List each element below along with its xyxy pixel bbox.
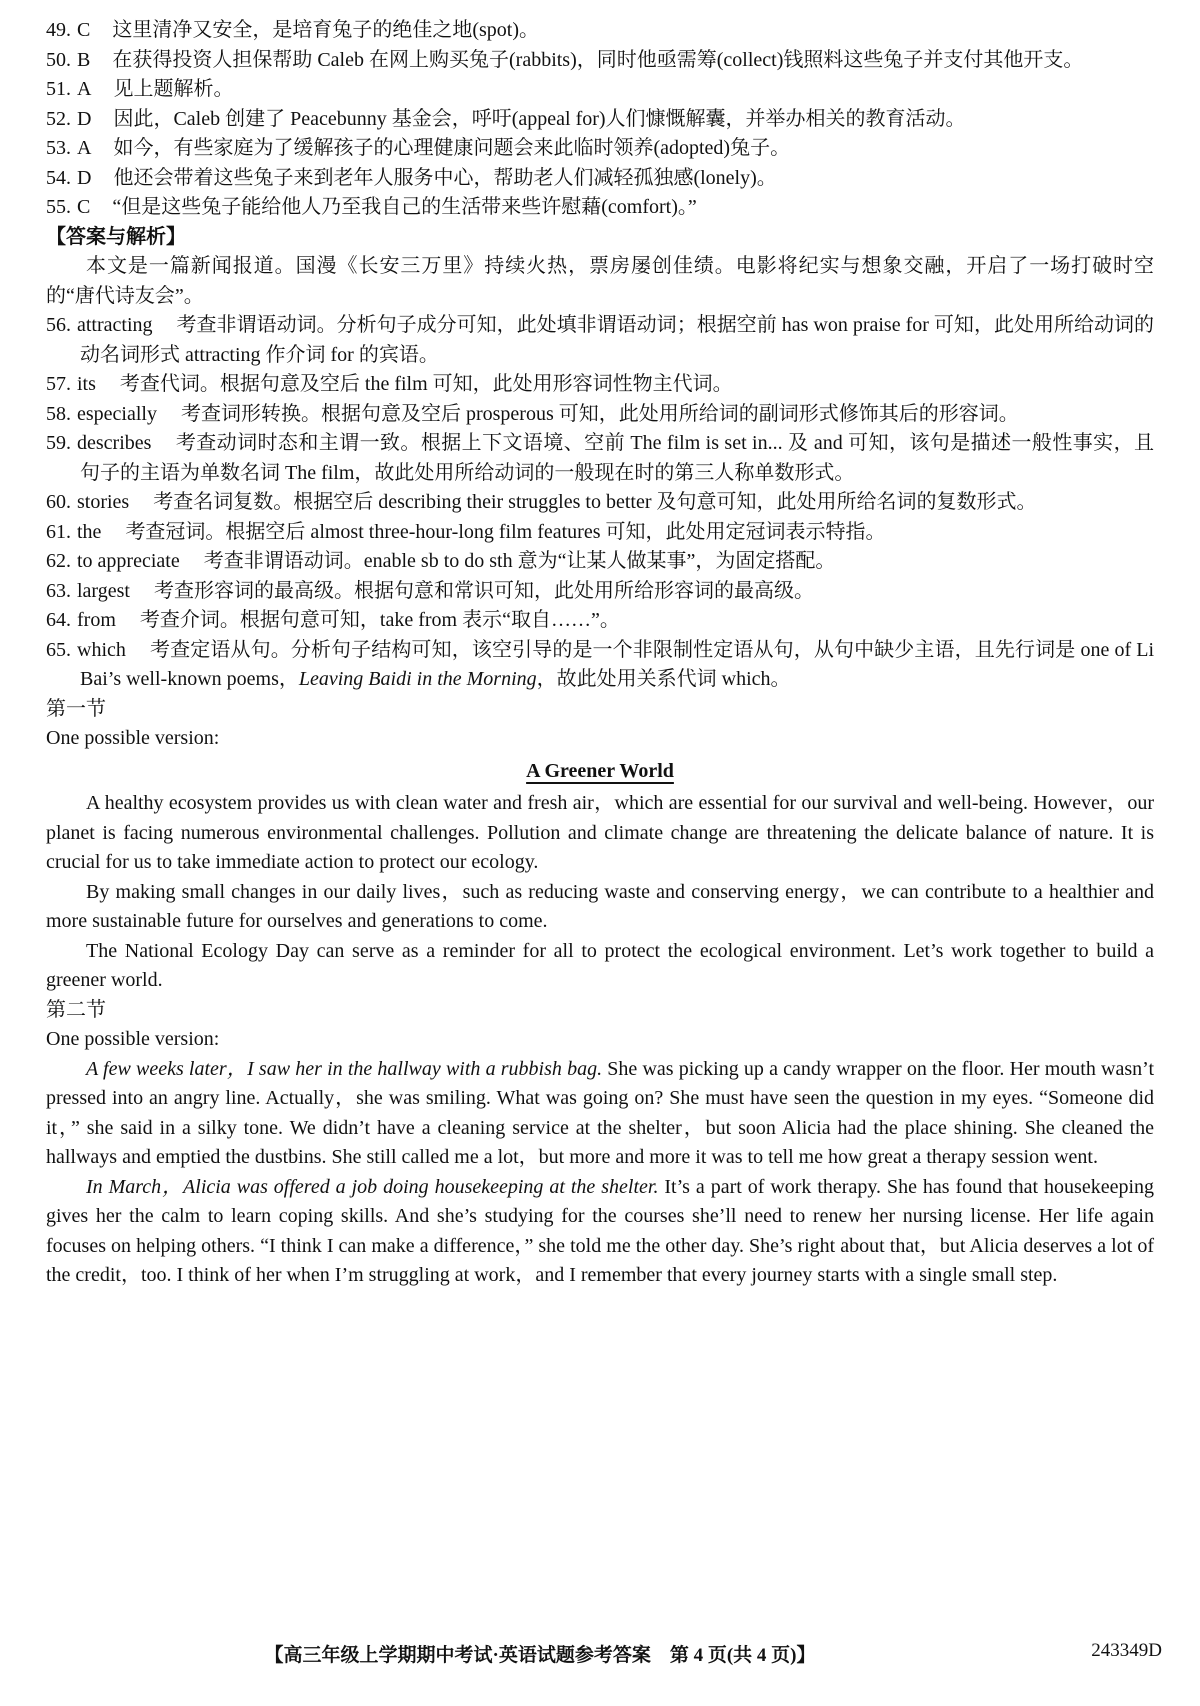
answer-number: 52. [46, 107, 71, 130]
answer-letter: A [77, 78, 92, 100]
analysis-item-61 [46, 518, 1154, 548]
answer-letter: D [77, 166, 92, 189]
answer-text: 在获得投资人担保帮助 Caleb 在网上购买兔子(rabbits)，同时他亟需筹(collect)钱照料这些兔子并支付其他开支。 [112, 48, 1084, 71]
analysis-item-56 [46, 311, 1154, 370]
continuation-lead-sentence: In March，Alicia was offered a job doing housekeeping at the shelter. [86, 1175, 659, 1198]
item-answer: largest [77, 579, 130, 602]
analysis-item-60 [46, 488, 1154, 518]
item-number: 56. [46, 314, 71, 336]
item-number: 60. [46, 491, 71, 513]
item-number: 65. [46, 638, 71, 661]
answer-number: 54. [46, 166, 71, 189]
writing2-version-label: One possible version: [46, 1028, 220, 1050]
answer-item-52 [46, 105, 1154, 135]
answer-text: “但是这些兔子能给他人乃至我自己的生活带来些许慰藉(comfort)。” [112, 196, 697, 218]
analysis-intro-paragraph: 本文是一篇新闻报道。国漫《长安三万里》持续火热，票房屡创佳绩。电影将纪实与想象交融，开启了一场打破时空的“唐代诗友会”。 [46, 255, 1154, 307]
essay1-paragraph-3: The National Ecology Day can serve as a reminder for all to protect the ecological environment. Let’s work together to build a greener world. [46, 939, 1154, 991]
paragraph-text: It’s a part of work therapy. She has found that housekeeping gives her the calm to learn coping skills. And she’s studying for the courses she’ll need to renew her nursing license. Her life again focuses on helping others. “I think I can make a difference，” she told me the other day. She’s right about that，but Alicia deserves a lot of the credit，too. I think of her when I’m struggling at work，and I remember that every journey starts with a single small step. [46, 1175, 1155, 1286]
item-number: 63. [46, 579, 71, 602]
item-explanation: 考查名词复数。根据空后 describing their struggles to better 及句意可知，此处用所给名词的复数形式。 [153, 491, 1037, 513]
answer-text: 因此，Caleb 创建了 Peacebunny 基金会，呼吁(appeal for)人们慷慨解囊，并举办相关的教育活动。 [113, 107, 966, 130]
item-explanation: 考查非谓语动词。分析句子成分可知，此处填非谓语动词；根据空前 has won praise for 可知，此处用所给动词的动名词形式 attracting 作介词 for 的宾语。 [80, 314, 1154, 366]
answer-number: 55. [46, 196, 71, 218]
paragraph-text: She was picking up a candy wrapper on the floor. Her mouth wasn’t pressed into an angry line. Actually，she was smiling. What was going on? She must have seen the question in my eyes. “Someone did it，” she said in a silky tone. We didn’t have a cleaning service at the shelter，but soon Alicia had the place shining. She cleaned the hallways and emptied the dustbins. She still called me a lot，but more and more it was to tell me how great a therapy session went. [46, 1057, 1154, 1168]
item-number: 57. [46, 373, 71, 395]
answer-letter: A [77, 137, 92, 159]
item-number: 61. [46, 520, 71, 543]
answer-number: 49. [46, 19, 71, 41]
item-explanation: 考查非谓语动词。enable sb to do sth 意为“让某人做某事”，为固定搭配。 [203, 550, 836, 572]
item-explanation: 考查代词。根据句意及空后 the film 可知，此处用形容词性物主代词。 [119, 373, 733, 395]
continuation-lead-sentence: A few weeks later，I saw her in the hallway with a rubbish bag. [86, 1057, 603, 1080]
analysis-item-58 [46, 400, 1154, 430]
answer-letter: C [77, 196, 91, 218]
answer-text: 这里清净又安全，是培育兔子的绝佳之地(spot)。 [112, 19, 540, 41]
item-number: 64. [46, 609, 71, 631]
answer-text: 如今，有些家庭为了缓解孩子的心理健康问题会来此临时领养(adopted)兔子。 [113, 137, 791, 159]
answer-number: 53. [46, 137, 71, 159]
analysis-item-59 [46, 429, 1154, 488]
footer-exam-title: 【高三年级上学期期中考试·英语试题参考答案 第 4 页(共 4 页)】 [264, 1645, 816, 1666]
item-number: 58. [46, 402, 71, 425]
item-answer: especially [77, 402, 157, 425]
item-explanation: 考查动词时态和主谓一致。根据上下文语境、空前 The film is set in... 及 and 可知，该句是描述一般性事实，且句子的主语为单数名词 The film，故此处用所给动词的一般现在时的第三人称单数形式。 [80, 432, 1154, 484]
item-explanation: 考查形容词的最高级。根据句意和常识可知，此处用所给形容词的最高级。 [153, 579, 814, 602]
analysis-item-64 [46, 606, 1154, 636]
answer-letter: D [77, 107, 92, 130]
page-footer [0, 1640, 1200, 1670]
poem-title-italic: Leaving Baidi in the Morning [298, 668, 537, 690]
answer-text: 他还会带着这些兔子来到老年人服务中心，帮助老人们减轻孤独感(lonely)。 [113, 166, 777, 189]
analysis-section-header: 【答案与解析】 [46, 225, 186, 248]
answer-letter: B [77, 48, 91, 71]
item-explanation: 考查定语从句。分析句子结构可知，该空引导的是一个非限制性定语从句，从句中缺少主语，且先行词是 one of Li Bai’s well-known poems， [80, 638, 1154, 690]
answer-item-51 [46, 75, 1154, 105]
item-answer: its [77, 373, 96, 395]
item-explanation: 考查词形转换。根据句意及空后 prosperous 可知，此处用所给词的副词形式修饰其后的形容词。 [180, 402, 1019, 425]
essay-title: A Greener World [526, 759, 674, 782]
answer-item-49 [46, 16, 1154, 46]
writing1-section-label: 第一节 [46, 697, 106, 720]
item-answer: from [77, 609, 116, 631]
analysis-item-65 [46, 636, 1154, 695]
writing1-version-label: One possible version: [46, 727, 220, 749]
item-explanation: ，故此处用关系代词 which。 [536, 668, 791, 690]
answer-item-54 [46, 164, 1154, 194]
analysis-item-57 [46, 370, 1154, 400]
item-answer: describes [77, 432, 152, 454]
footer-paper-code: 243349D [1091, 1640, 1162, 1661]
essay1-paragraph-1: A healthy ecosystem provides us with clean water and fresh air，which are essential for our survival and well-being. However，our planet is facing numerous environmental challenges. Pollution and climate change are threatening the delicate balance of nature. It is crucial for us to take immediate action to protect our ecology. [46, 792, 1154, 873]
writing2-section-label: 第二节 [46, 998, 106, 1021]
item-number: 62. [46, 550, 71, 572]
answer-number: 51. [46, 78, 71, 100]
essay2-paragraph-2 [46, 1173, 1154, 1291]
answer-number: 50. [46, 48, 71, 71]
analysis-item-63 [46, 577, 1154, 607]
essay2-paragraph-1 [46, 1055, 1154, 1173]
item-number: 59. [46, 432, 71, 454]
item-answer: to appreciate [77, 550, 180, 572]
answer-letter: C [77, 19, 91, 41]
item-explanation: 考查介词。根据句意可知，take from 表示“取自……”。 [139, 609, 620, 631]
answer-item-55 [46, 193, 1154, 223]
answer-item-50 [46, 46, 1154, 76]
answer-item-53 [46, 134, 1154, 164]
item-answer: attracting [77, 314, 153, 336]
item-answer: which [77, 638, 126, 661]
item-answer: the [77, 520, 102, 543]
answer-text: 见上题解析。 [113, 78, 234, 100]
analysis-item-62 [46, 547, 1154, 577]
item-explanation: 考查冠词。根据空后 almost three-hour-long film features 可知，此处用定冠词表示特指。 [125, 520, 886, 543]
item-answer: stories [77, 491, 130, 513]
essay1-paragraph-2: By making small changes in our daily lives，such as reducing waste and conserving energy，we can contribute to a healthier and more sustainable future for ourselves and generations to come. [46, 880, 1154, 932]
